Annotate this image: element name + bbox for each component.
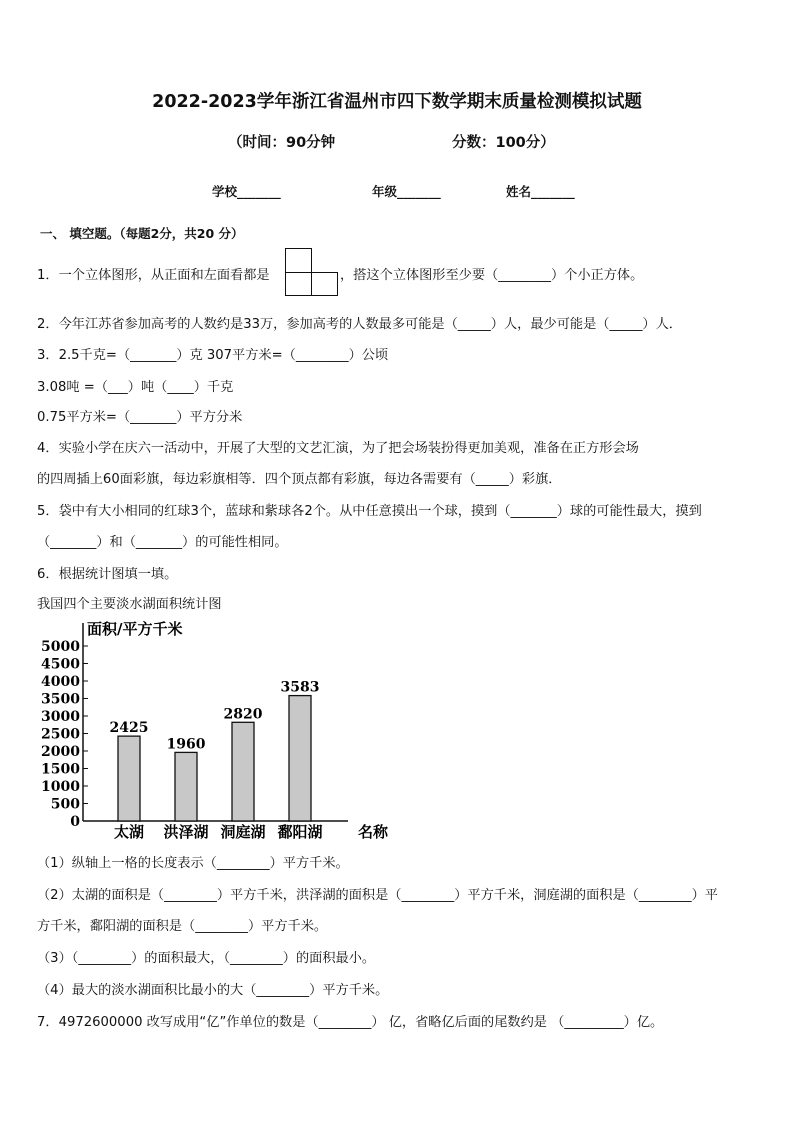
q1-text-after: ，搭这个立体图形至少要（________）个小正方体。 (340, 268, 644, 283)
q6-sub1: （1）纵轴上一格的长度表示（________）平方千米。 (37, 856, 349, 871)
chart-y-tick-label: 1500 (41, 761, 80, 778)
chart-y-tick-label: 2500 (41, 726, 80, 743)
cube-view-figure (285, 248, 338, 296)
q6-sub2-line1: （2）太湖的面积是（________）平方千米，洪泽湖的面积是（________）平方千米，洞庭湖的面积是（________）平 (37, 888, 718, 903)
chart-y-tick-label: 5000 (41, 639, 80, 655)
chart-bar (289, 696, 311, 821)
chart-category-label: 洪泽湖 (163, 823, 209, 841)
chart-bar (232, 722, 254, 821)
grade-field: 年级_______ (372, 184, 441, 199)
cube-square-bottom-left (285, 272, 312, 296)
q5-line2: （_______）和（_______）的可能性相同。 (37, 535, 288, 550)
chart-y-tick-label: 500 (50, 796, 80, 813)
chart-bar-value-label: 3583 (280, 679, 320, 696)
q2-text: 2．今年江苏省参加高考的人数约是33万，参加高考的人数最多可能是（_____）人，最少可能是（_____）人． (37, 317, 682, 332)
chart-y-tick-label: 4000 (41, 674, 80, 690)
chart-bar (175, 752, 197, 821)
chart-category-label: 洞庭湖 (220, 823, 266, 841)
name-field: 姓名_______ (506, 184, 575, 199)
chart-y-tick-label: 3500 (41, 691, 80, 708)
q6-sub4: （4）最大的淡水湖面积比最小的大（________）平方千米。 (37, 983, 389, 998)
q3-line2: 3.08吨 =（___）吨（____）千克 (37, 380, 234, 395)
exam-score: 分数：100分） (452, 135, 555, 151)
q1-text-before: 1．一个立体图形，从正面和左面看都是 (37, 268, 270, 283)
chart-category-label: 鄱阳湖 (277, 823, 323, 841)
page-title: 2022-2023学年浙江省温州市四下数学期末质量检测模拟试题 (152, 92, 642, 112)
chart-y-tick-label: 4500 (41, 656, 80, 673)
exam-time: （时间：90分钟 (228, 135, 336, 151)
chart-bar (118, 736, 140, 821)
q3-line3: 0.75平方米=（_______）平方分米 (37, 410, 243, 425)
bar-chart (30, 615, 410, 850)
section-heading: 一、 填空题。（每题2分，共20 分） (40, 226, 244, 241)
q4-line2: 的四周插上60面彩旗，每边彩旗相等．四个顶点都有彩旗，每边各需要有（_____）彩旗． (37, 472, 562, 487)
chart-y-axis-label: 面积/平方千米 (87, 620, 183, 638)
q5-line1: 5．袋中有大小相同的红球3个，蓝球和紫球各2个。从中任意摸出一个球，摸到（_______）球的可能性最大，摸到 (37, 504, 702, 519)
q6-intro: 6．根据统计图填一填。 (37, 567, 178, 582)
school-field: 学校_______ (212, 184, 281, 199)
chart-bar-value-label: 1960 (166, 736, 206, 753)
chart-bar-value-label: 2425 (109, 720, 149, 737)
chart-bar-value-label: 2820 (223, 706, 263, 723)
q6-sub2-line2: 方千米，鄱阳湖的面积是（________）平方千米。 (37, 919, 328, 934)
q7-text: 7．4972600000 改写成用“亿”作单位的数是（________） 亿，省略亿后面的尾数约是 （_________）亿。 (37, 1015, 664, 1030)
chart-category-label: 太湖 (113, 823, 145, 841)
chart-title: 我国四个主要淡水湖面积统计图 (37, 597, 222, 612)
chart-y-tick-label: 1000 (41, 779, 80, 795)
chart-x-axis-label: 名称 (358, 823, 389, 841)
chart-y-tick-label: 3000 (41, 709, 80, 725)
q6-sub3: （3）（________）的面积最大，（________）的面积最小。 (37, 951, 376, 966)
cube-square-top (285, 248, 312, 273)
chart-y-tick-label: 2000 (41, 744, 80, 760)
q3-line1: 3．2.5千克=（_______）克 307平方米=（________）公顷 (37, 348, 389, 363)
cube-square-bottom-right (311, 272, 338, 296)
q4-line1: 4．实验小学在庆六一活动中，开展了大型的文艺汇演，为了把会场装扮得更加美观，准备在正方形会场 (37, 441, 639, 456)
chart-y-tick-label: 0 (70, 814, 80, 830)
